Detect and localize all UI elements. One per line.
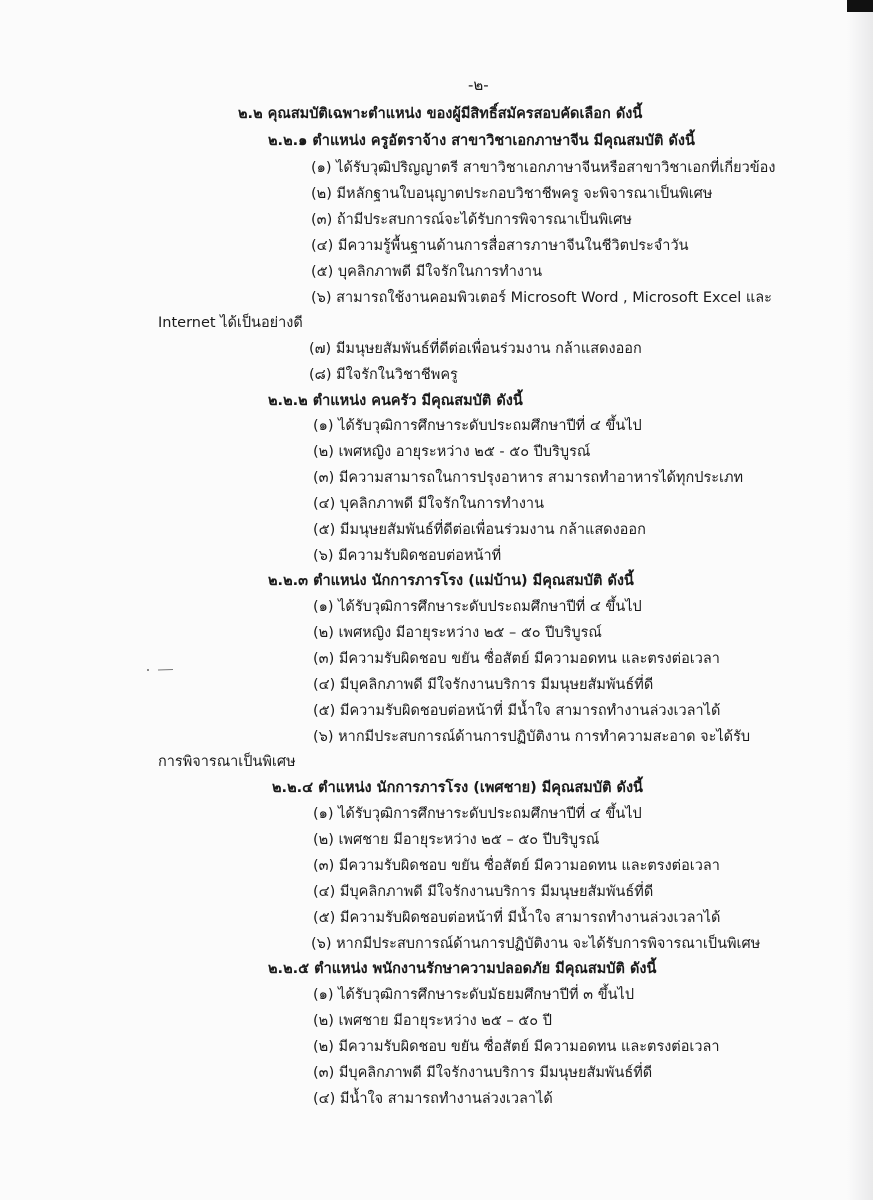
position-title-2: ๒.๒.๒ ตำแหน่ง คนครัว มีคุณสมบัติ ดังนี้ bbox=[268, 393, 523, 409]
list-item: (๔) มีความรู้พื้นฐานด้านการสื่อสารภาษาจีนในชีวิตประจำวัน bbox=[311, 238, 689, 254]
list-item-continuation: การพิจารณาเป็นพิเศษ bbox=[158, 754, 296, 770]
list-item: (๒) เพศชาย มีอายุระหว่าง ๒๕ – ๕๐ ปี bbox=[313, 1013, 552, 1029]
list-item: (๒) เพศชาย มีอายุระหว่าง ๒๕ – ๕๐ ปีบริบูรณ์ bbox=[313, 832, 600, 848]
list-item: (๓) มีความรับผิดชอบ ขยัน ซื่อสัตย์ มีความอดทน และตรงต่อเวลา bbox=[313, 858, 720, 874]
list-item: (๖) หากมีประสบการณ์ด้านการปฏิบัติงาน จะได้รับการพิจารณาเป็นพิเศษ bbox=[311, 936, 761, 952]
scan-edge-shadow bbox=[847, 0, 873, 1200]
section-heading: ๒.๒ คุณสมบัติเฉพาะตำแหน่ง ของผู้มีสิทธิ์สมัครสอบคัดเลือก ดังนี้ bbox=[238, 106, 643, 122]
list-item: (๑) ได้รับวุฒิการศึกษาระดับประถมศึกษาปีที่ ๔ ขึ้นไป bbox=[313, 599, 642, 615]
list-item: (๑) ได้รับวุฒิการศึกษาระดับประถมศึกษาปีที่ ๔ ขึ้นไป bbox=[313, 418, 642, 434]
list-item: (๑) ได้รับวุฒิการศึกษาระดับประถมศึกษาปีที่ ๔ ขึ้นไป bbox=[313, 806, 642, 822]
page-number: -๒- bbox=[468, 76, 489, 94]
list-item: (๒) มีความรับผิดชอบ ขยัน ซื่อสัตย์ มีความอดทน และตรงต่อเวลา bbox=[313, 1039, 720, 1055]
list-item: (๑) ได้รับวุฒิการศึกษาระดับมัธยมศึกษาปีที่ ๓ ขึ้นไป bbox=[313, 987, 635, 1003]
list-item: (๔) มีน้ำใจ สามารถทำงานล่วงเวลาได้ bbox=[313, 1091, 553, 1107]
list-item: (๔) มีบุคลิกภาพดี มีใจรักงานบริการ มีมนุษยสัมพันธ์ที่ดี bbox=[313, 884, 654, 900]
position-title-3: ๒.๒.๓ ตำแหน่ง นักการภารโรง (แม่บ้าน) มีคุณสมบัติ ดังนี้ bbox=[268, 573, 634, 589]
position-title-5: ๒.๒.๕ ตำแหน่ง พนักงานรักษาความปลอดภัย มีคุณสมบัติ ดังนี้ bbox=[268, 961, 657, 977]
list-item: (๗) มีมนุษยสัมพันธ์ที่ดีต่อเพื่อนร่วมงาน กล้าแสดงออก bbox=[309, 341, 642, 357]
list-item: (๓) มีบุคลิกภาพดี มีใจรักงานบริการ มีมนุษยสัมพันธ์ที่ดี bbox=[313, 1065, 653, 1081]
list-item: (๓) ถ้ามีประสบการณ์จะได้รับการพิจารณาเป็นพิเศษ bbox=[311, 212, 632, 228]
list-item: (๑) ได้รับวุฒิปริญญาตรี สาขาวิชาเอกภาษาจีนหรือสาขาวิชาเอกที่เกี่ยวข้อง bbox=[311, 160, 776, 176]
list-item: (๘) มีใจรักในวิชาชีพครู bbox=[309, 367, 458, 383]
list-item: (๕) บุคลิกภาพดี มีใจรักในการทำงาน bbox=[311, 264, 542, 280]
position-title-4: ๒.๒.๔ ตำแหน่ง นักการภารโรง (เพศชาย) มีคุณสมบัติ ดังนี้ bbox=[272, 780, 643, 796]
position-title-1: ๒.๒.๑ ตำแหน่ง ครูอัตราจ้าง สาขาวิชาเอกภาษาจีน มีคุณสมบัติ ดังนี้ bbox=[268, 133, 695, 149]
list-item: (๕) มีมนุษยสัมพันธ์ที่ดีต่อเพื่อนร่วมงาน กล้าแสดงออก bbox=[313, 522, 646, 538]
list-item: (๓) มีความรับผิดชอบ ขยัน ซื่อสัตย์ มีความอดทน และตรงต่อเวลา bbox=[313, 651, 720, 667]
list-item-continuation: Internet ได้เป็นอย่างดี bbox=[158, 315, 303, 331]
list-item: (๒) เพศหญิง อายุระหว่าง ๒๕ - ๕๐ ปีบริบูรณ์ bbox=[313, 444, 591, 460]
list-item: (๕) มีความรับผิดชอบต่อหน้าที่ มีน้ำใจ สามารถทำงานล่วงเวลาได้ bbox=[313, 910, 721, 926]
list-item: (๓) มีความสามารถในการปรุงอาหาร สามารถทำอาหารได้ทุกประเภท bbox=[313, 470, 744, 486]
list-item: (๒) มีหลักฐานใบอนุญาตประกอบวิชาชีพครู จะพิจารณาเป็นพิเศษ bbox=[311, 186, 713, 202]
list-item: (๕) มีความรับผิดชอบต่อหน้าที่ มีน้ำใจ สามารถทำงานล่วงเวลาได้ bbox=[313, 703, 721, 719]
list-item: (๔) มีบุคลิกภาพดี มีใจรักงานบริการ มีมนุษยสัมพันธ์ที่ดี bbox=[313, 677, 654, 693]
scan-speck bbox=[146, 668, 174, 672]
list-item: (๖) มีความรับผิดชอบต่อหน้าที่ bbox=[313, 548, 502, 564]
list-item: (๒) เพศหญิง มีอายุระหว่าง ๒๕ – ๕๐ ปีบริบูรณ์ bbox=[313, 625, 602, 641]
scan-corner-mark bbox=[847, 0, 873, 12]
list-item: (๖) สามารถใช้งานคอมพิวเตอร์ Microsoft Word , Microsoft Excel และ bbox=[311, 290, 772, 306]
list-item: (๔) บุคลิกภาพดี มีใจรักในการทำงาน bbox=[313, 496, 544, 512]
list-item: (๖) หากมีประสบการณ์ด้านการปฏิบัติงาน การทำความสะอาด จะได้รับ bbox=[313, 729, 751, 745]
